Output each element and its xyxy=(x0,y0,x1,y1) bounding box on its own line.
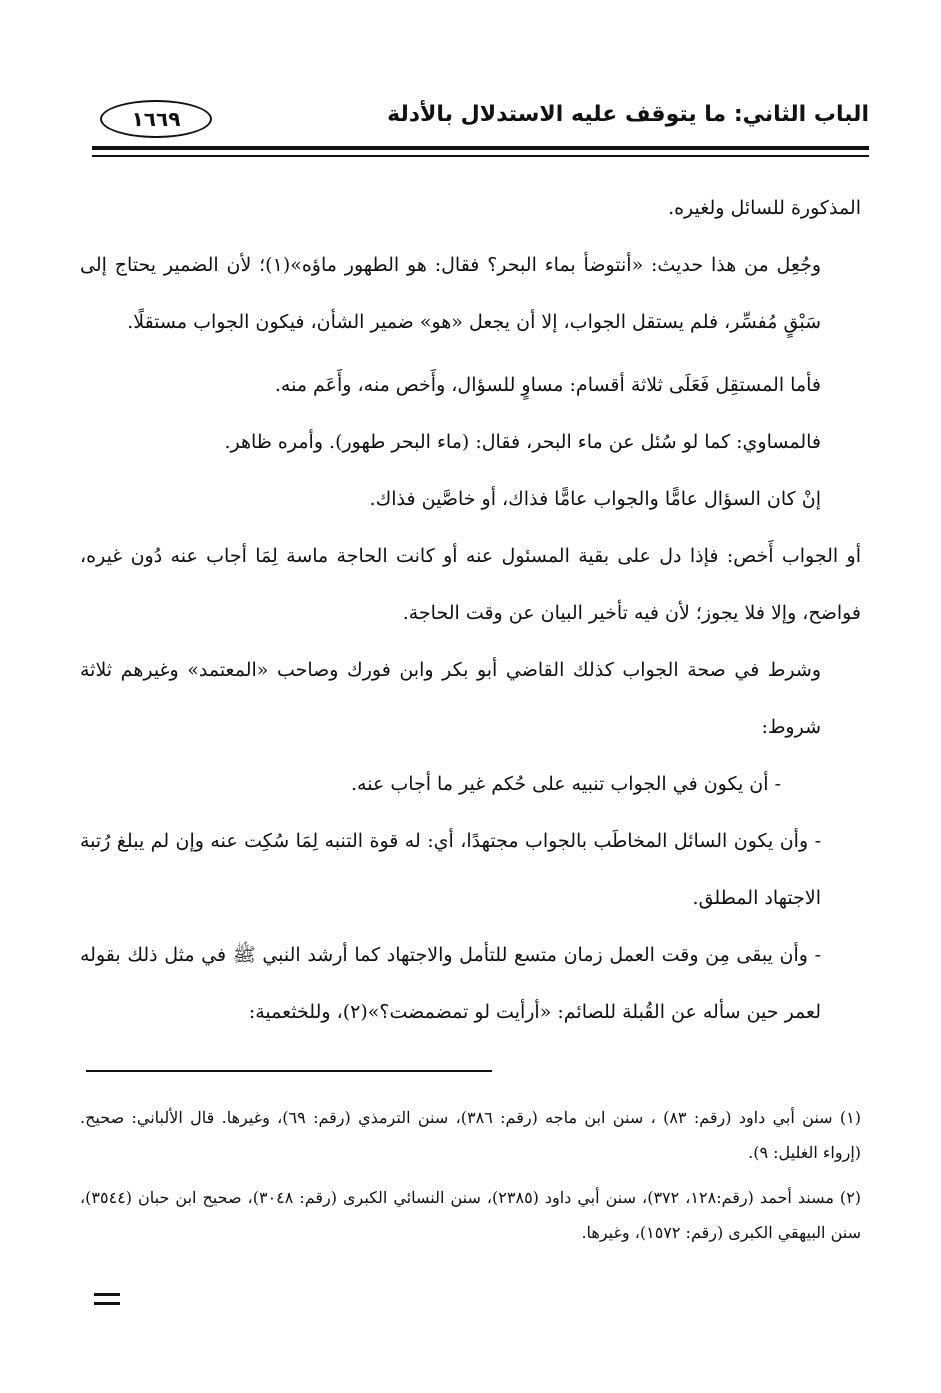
chapter-title: الباب الثاني: ما يتوقف عليه الاستدلال بالأدلة xyxy=(387,102,869,127)
list-item: - وأن يكون السائل المخاطَب بالجواب مجتهدًا، أي: له قوة التنبه لِمَا سُكِت عنه وإن لم يبلغ رُتبة الاجتهاد المطلق. xyxy=(80,830,821,909)
main-text xyxy=(80,180,861,1041)
footnote-separator xyxy=(86,1070,492,1072)
paragraph: وشرط في صحة الجواب كذلك القاضي أبو بكر وابن فورك وصاحب «المعتمد» وغيرهم ثلاثة شروط: xyxy=(80,659,821,738)
paragraph: فالمساوي: كما لو سُئل عن ماء البحر، فقال: (ماء البحر طهور). وأمره ظاهر. xyxy=(224,431,821,453)
paragraph: فأما المستقِل فَعَلَى ثلاثة أقسام: مساوٍ للسؤال، وأَخص منه، وأَعَم منه. xyxy=(274,374,821,396)
paragraph: إنْ كان السؤال عامًّا والجواب عامًّا فذاك، أو خاصَّين فذاك. xyxy=(369,488,821,510)
footnote: (٢) مسند أحمد (رقم:١٢٨، ٣٧٢)، سنن أبي داود (٢٣٨٥)، سنن النسائي الكبرى (رقم: ٣٠٤٨)، صحيح ابن حبان (٣٥٤٤)، سنن البيهقي الكبرى (رقم: ١٥٧٢)، وغيرها. xyxy=(80,1188,862,1242)
header-rule-thick xyxy=(92,146,869,150)
page-number: ١٦٦٩ xyxy=(100,100,212,138)
list-item: - وأن يبقى مِن وقت العمل زمان متسع للتأمل والاجتهاد كما أرشد النبي ﷺ في مثل ذلك بقوله لعمر حين سأله عن القُبلة للصائم: «أرأيت لو تمضمضت؟»(٢)، وللخثعمية: xyxy=(80,944,821,1023)
paragraph: المذكورة للسائل ولغيره. xyxy=(668,197,861,219)
page-header xyxy=(92,98,869,148)
list-item: - أن يكون في الجواب تنبيه على حُكم غير ما أجاب عنه. xyxy=(350,773,781,795)
page-end-mark xyxy=(94,1302,120,1305)
header-rule-thin xyxy=(92,155,869,157)
paragraph: أو الجواب أَخص: فإذا دل على بقية المسئول عنه أو كانت الحاجة ماسة لِمَا أجاب عنه دُون غيره، فواضح، وإلا فلا يجوز؛ لأن فيه تأخير البيان عن وقت الحاجة. xyxy=(80,545,861,624)
page-end-mark xyxy=(94,1293,120,1296)
footnote: (١) سنن أبي داود (رقم: ٨٣) ، سنن ابن ماجه (رقم: ٣٨٦)، سنن الترمذي (رقم: ٦٩)، وغيرها. قال الألباني: صحيح. (إرواء الغليل: ٩). xyxy=(80,1108,862,1162)
footnotes xyxy=(80,1100,861,1260)
paragraph: وجُعِل من هذا حديث: «أنتوضأ بماء البحر؟ فقال: هو الطهور ماؤه»(١)؛ لأن الضمير يحتاج إلى سَبْقٍ مُفسِّر، فلم يستقل الجواب، إلا أن يجعل «هو» ضمير الشأن، فيكون الجواب مستقلًا. xyxy=(80,254,822,333)
